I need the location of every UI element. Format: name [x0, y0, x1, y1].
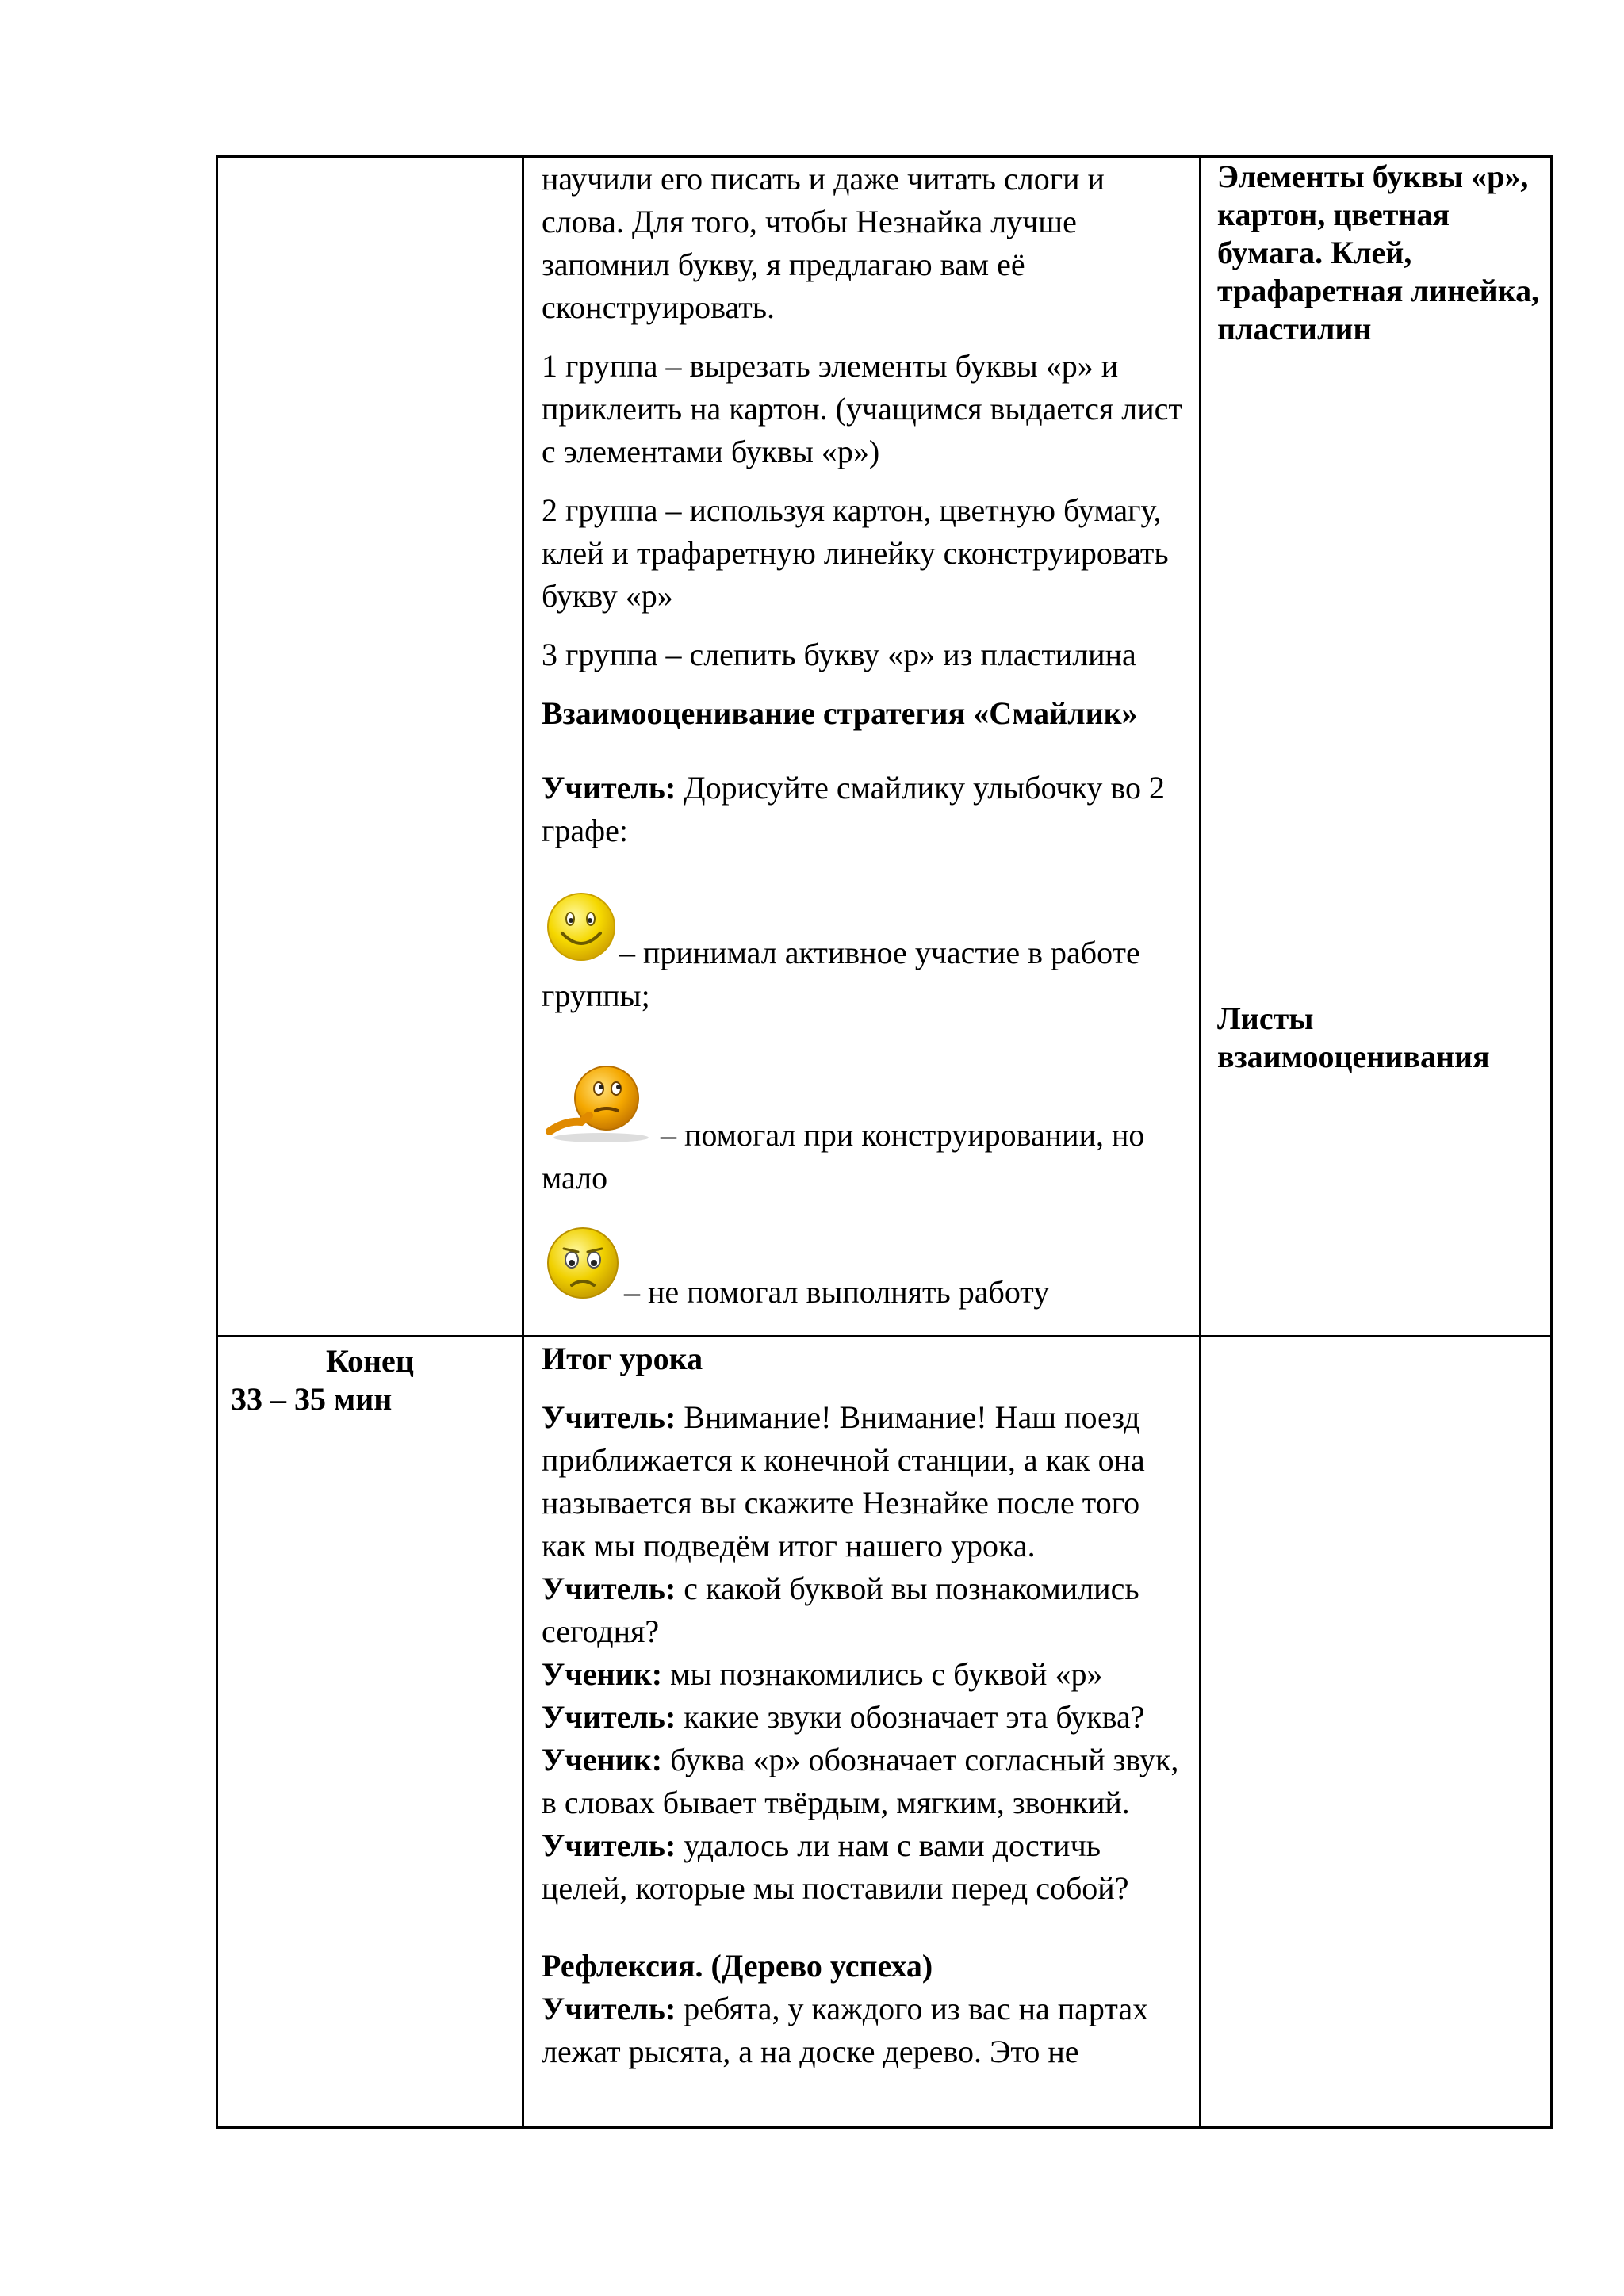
smiley-option-sad [542, 1223, 1186, 1314]
dialogue-line [542, 1696, 1186, 1739]
paragraph: 3 группа – слепить букву «р» из пластилина [542, 637, 1136, 672]
stage-time: 33 – 35 мин [231, 1381, 393, 1417]
dialogue-text: буква «р» обозначает согласный звук, в словах бывает твёрдым, мягким, звонкий. [542, 1742, 1179, 1820]
dialogue-text: удалось ли нам с вами достичь целей, которые мы поставили перед собой? [542, 1827, 1129, 1906]
smiley-description: – принимал активное участие в работе группы; [542, 935, 1140, 1013]
table-row [217, 157, 1552, 1337]
dialogue-line [542, 1653, 1186, 1696]
summary-heading: Итог урока [542, 1341, 703, 1376]
speaker-label: Учитель: [542, 1571, 676, 1606]
dialogue-line [542, 1988, 1186, 2073]
dialogue-line [542, 1739, 1186, 1824]
speaker-label: Учитель: [542, 770, 676, 806]
activity-cell [523, 1337, 1201, 2128]
dialogue-text: мы познакомились с буквой «р» [662, 1656, 1103, 1692]
smiley-description: – помогал при конструировании, но мало [542, 1117, 1145, 1196]
activity-cell [523, 157, 1201, 1337]
speaker-label: Учитель: [542, 1399, 676, 1435]
paragraph: 1 группа – вырезать элементы буквы «р» и приклеить на картон. (учащимся выдается лист с элементами буквы «р») [542, 348, 1182, 469]
paragraph: научили его писать и даже читать слоги и слова. Для того, чтобы Незнайка лучше запомнил букву, я предлагаю вам её сконструировать. [542, 161, 1105, 325]
smiley-option-thinking [542, 1058, 1186, 1200]
dialogue-line [542, 1567, 1186, 1653]
speaker-label: Учитель: [542, 1991, 676, 2026]
resources-cell [1201, 1337, 1552, 2128]
assessment-heading: Взаимооценивание стратегия «Смайлик» [542, 695, 1138, 731]
dialogue-line [542, 1824, 1186, 1910]
assessment-sheets: Листы взаимооценивания [1217, 1001, 1490, 1074]
speaker-label: Учитель: [542, 1699, 676, 1735]
speaker-label: Ученик: [542, 1742, 663, 1777]
dialogue-line [542, 1396, 1186, 1567]
instruction-text: Дорисуйте смайлику улыбочку во 2 графе: [542, 770, 1166, 848]
smiley-description: – не помогал выполнять работу [624, 1274, 1050, 1310]
dialogue-text: ребята, у каждого из вас на партах лежат рысята, а на доске дерево. Это не [542, 1991, 1149, 2069]
happy-smiley-icon [542, 890, 619, 974]
stage-cell [217, 1337, 523, 2128]
table-row [217, 1337, 1552, 2128]
resources-list: Элементы буквы «р», картон, цветная бумага. Клей, трафаретная линейка, пластилин [1217, 159, 1540, 346]
speaker-label: Ученик: [542, 1656, 663, 1692]
teacher-instruction [542, 767, 1186, 852]
stage-name: Конец [326, 1343, 414, 1379]
thinking-smiley-icon [542, 1058, 661, 1157]
dialogue-text: какие звуки обозначает эта буква? [676, 1699, 1145, 1735]
dialogue-text: с какой буквой вы познакомились сегодня? [542, 1571, 1139, 1649]
smiley-option-happy [542, 890, 1186, 1017]
speaker-label: Учитель: [542, 1827, 676, 1863]
sad-smiley-icon [542, 1223, 624, 1314]
stage-cell [217, 157, 523, 1337]
resources-cell [1201, 157, 1552, 1337]
paragraph: 2 группа – используя картон, цветную бумагу, клей и трафаретную линейку сконструировать букву «р» [542, 492, 1169, 614]
lesson-plan-table [216, 155, 1553, 2129]
dialogue-text: Внимание! Внимание! Наш поезд приближается к конечной станции, а как она называется вы скажите Незнайке после того как мы подведём итог нашего урока. [542, 1399, 1145, 1563]
reflection-heading: Рефлексия. (Дерево успеха) [542, 1948, 933, 1984]
